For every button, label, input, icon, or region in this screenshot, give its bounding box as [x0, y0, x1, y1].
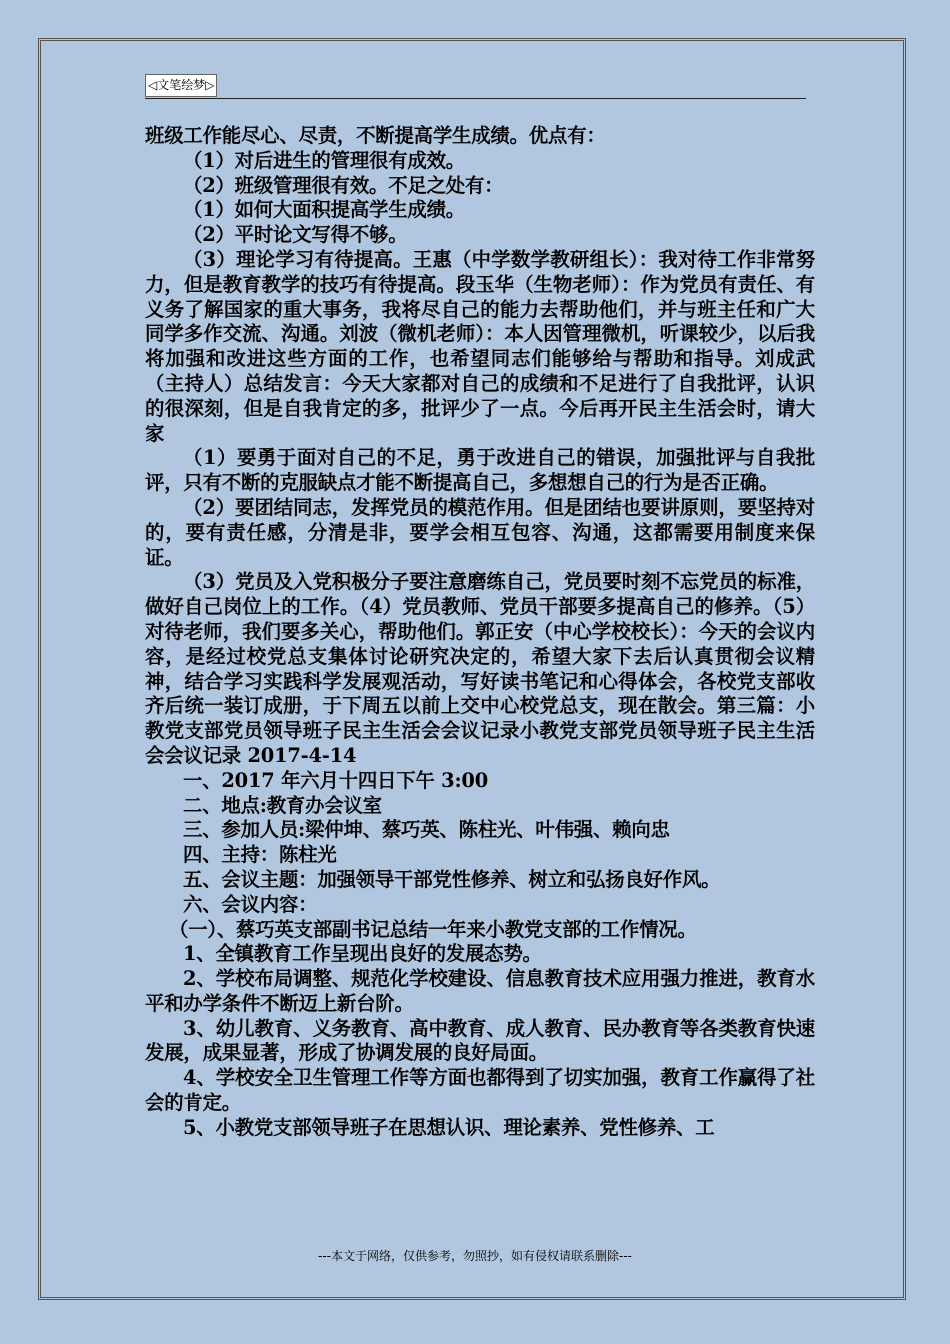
paragraph: 3、幼儿教育、义务教育、高中教育、成人教育、民办教育等各类教育快速发展，成果显著，形成了协调发展的良好局面。	[145, 1016, 815, 1065]
paragraph: 1、全镇教育工作呈现出良好的发展态势。	[183, 942, 542, 966]
paragraph: 二、地点:教育办会议室	[183, 793, 382, 817]
paragraph: 三、参加人员:梁仲坤、蔡巧英、陈柱光、叶伟强、赖向忠	[183, 818, 670, 842]
paragraph: （3）党员及入党积极分子要注意磨练自己，党员要时刻不忘党员的标准，做好自己岗位上的工作。（4）党员教师、党员干部要多提高自己的修养。（5）对待老师，我们要多关心，帮助他们。郭正安（中心学校校长）：今天的会议内容，是经过校党总支集体讨论研究决定的，希望大家下去后认真贯彻会议精神，结合学习实践科学发展观活动，写好读书笔记和心得体会，各校党支部收齐后统一装订成册，于下周五以前上交中心校党总支，现在散会。第三篇：小教党支部党员领导班子民主生活会会议记录小教党支部党员领导班子民主生活会会议记录 2017-4-14	[145, 570, 815, 767]
paragraph: （1）要勇于面对自己的不足，勇于改进自己的错误，加强批评与自我批评，只有不断的克服缺点才能不断提高自己，多想想自己的行为是否正确。	[145, 446, 815, 495]
paragraph: 五、会议主题：加强领导干部党性修养、树立和弘扬良好作风。	[183, 867, 721, 891]
paragraph: （3）理论学习有待提高。王惠（中学数学教研组长）：我对待工作非常努力，但是教育教学的技巧有待提高。段玉华（生物老师）：作为党员有责任、有义务了解国家的重大事务，我将尽自己的能力去帮助他们，并与班主任和广大同学多作交流、沟通。刘波（微机老师）：本人因管理微机，听课较少，以后我将加强和改进这些方面的工作，也希望同志们能够给与帮助和指导。刘成武（主持人）总结发言：今天大家都对自己的成绩和不足进行了自我批评，认识的很深刻，但是自我肯定的多，批评少了一点。今后再开民主生活会时，请大家	[145, 247, 815, 445]
paragraph: （1）如何大面积提高学生成绩。	[183, 198, 465, 222]
paragraph: （1）对后进生的管理很有成效。	[183, 148, 465, 172]
paragraph: （2）班级管理很有效。不足之处有：	[183, 173, 504, 197]
page-footer: ---本文于网络，仅供参考，勿照抄，如有侵权请联系删除---	[318, 1249, 632, 1263]
paragraph: （2）平时论文写得不够。	[183, 223, 408, 247]
paragraph: 四、主持：陈柱光	[183, 843, 337, 867]
paragraph: 班级工作能尽心、尽责，不断提高学生成绩。优点有：	[145, 124, 606, 147]
paragraph: 5、小教党支部领导班子在思想认识、理论素养、党性修养、工	[183, 1115, 715, 1139]
paragraph: 一、2017 年六月十四日下午 3:00	[183, 768, 489, 792]
paragraph: 2、学校布局调整、规范化学校建设、信息教育技术应用强力推进，教育水平和办学条件不断迈上新台阶。	[145, 967, 815, 1015]
document-body	[145, 124, 815, 1141]
paragraph: 六、会议内容：	[183, 892, 318, 916]
paragraph: （2）要团结同志，发挥党员的模范作用。但是团结也要讲原则，要坚持对的，要有责任感，分清是非，要学会相互包容、沟通，这都需要用制度来保证。	[145, 495, 815, 569]
paragraph: 4、学校安全卫生管理工作等方面也都得到了切实加强，教育工作赢得了社会的肯定。	[145, 1066, 815, 1115]
page-header	[145, 74, 806, 99]
paragraph: （一）、蔡巧英支部副书记总结一年来小教党支部的工作情况。	[169, 917, 697, 941]
logo: ◁文笔绘梦▷	[145, 74, 217, 97]
